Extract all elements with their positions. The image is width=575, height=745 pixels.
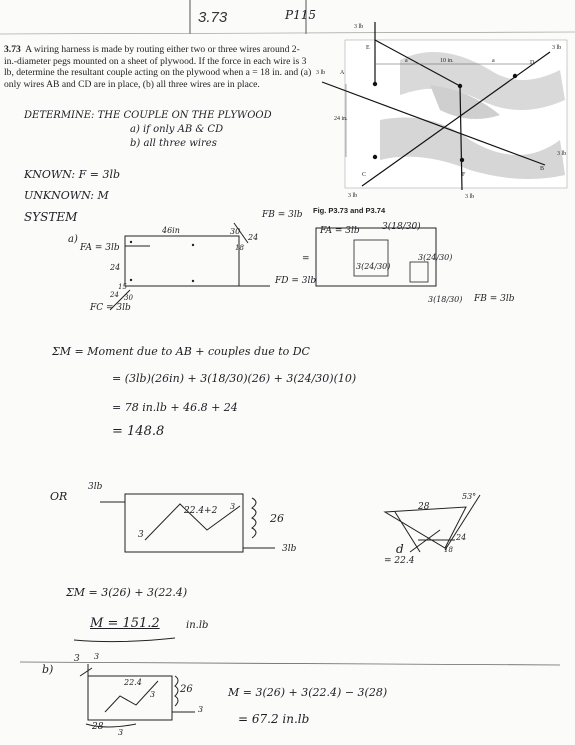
component-3: 3(24/30)	[418, 253, 453, 262]
label-A: A	[340, 70, 345, 76]
or-value-3-b: 3	[138, 530, 144, 540]
part-b-3: 3	[74, 654, 80, 664]
fb-label: FB = 3lb	[262, 210, 303, 220]
label-3lb-topright: 3 lb	[552, 45, 562, 51]
result-a: M = 151.2	[90, 616, 160, 631]
moment-equation: ΣM = Moment due to AB + couples due to DC	[52, 345, 310, 358]
component-4: 3(18/30)	[428, 295, 463, 304]
sum-equation: ΣM = 3(26) + 3(22.4)	[66, 586, 188, 599]
label-B: B	[540, 166, 545, 172]
part-b-result: = 67.2 in.lb	[238, 712, 310, 726]
moment-step-1: = (3lb)(26in) + 3(18/30)(26) + 3(24/30)(10)	[112, 372, 357, 385]
label-3lb-bottom: 3 lb	[465, 194, 475, 200]
part-b-3-e: 3	[118, 728, 124, 737]
triangle-d-value: = 22.4	[384, 556, 415, 566]
part-b-26: 26	[180, 684, 193, 695]
part-b-equation: M = 3(26) + 3(22.4) − 3(28)	[228, 686, 388, 699]
triangle-18: 18	[444, 546, 453, 554]
val-24: 24	[248, 233, 259, 242]
component-2: 3(24/30)	[356, 262, 391, 271]
problem-number: 3.73	[4, 44, 21, 55]
figure-caption: Fig. P3.73 and P3.74	[313, 206, 386, 215]
unknown-line: UNKNOWN: M	[24, 189, 109, 202]
or-label: OR	[50, 490, 68, 503]
or-value-26: 26	[270, 512, 284, 525]
label-E: E	[366, 45, 370, 51]
label-3lb-right: 3 lb	[557, 151, 567, 157]
part-b-3-c: 3	[150, 690, 156, 699]
system-a-label: a)	[68, 234, 78, 245]
part-b-statement: b) all three wires	[130, 138, 217, 149]
label-3lb-top: 3 lb	[354, 24, 364, 30]
problem-text: A wiring harness is made by routing either two or three wires around 2-in.-diameter pegs mounted on a sheet of plywood. If the force in each wire is 3 lb, determine the resultant couple acting on the plywood when a = 18 in. and (a) only wires AB and CD are in place, (b) all three wires are in place.	[4, 44, 312, 90]
fb-label-2: FB = 3lb	[474, 294, 515, 304]
fc-label: FC = 3lb	[90, 303, 131, 313]
fd-label: FD = 3lb	[275, 276, 317, 286]
or-force-label: 3lb	[88, 482, 103, 492]
part-b-224: 22.4	[124, 678, 142, 687]
page-code: P115	[285, 8, 316, 22]
part-a-statement: a) if only AB & CD	[130, 124, 224, 135]
label-10in: 10 in.	[440, 58, 454, 64]
part-b-label: b)	[42, 663, 54, 676]
part-b-3-b: 3	[94, 652, 100, 661]
or-force-label-b: 3lb	[282, 544, 297, 554]
triangle-24: 24	[456, 533, 467, 542]
val-30: 30	[230, 227, 241, 236]
triangle-d: d	[396, 542, 404, 556]
system-heading: SYSTEM	[24, 210, 78, 224]
val-30-b: 30	[124, 294, 133, 302]
val-24-c: 24	[110, 291, 119, 299]
label-24in: 24 in.	[334, 116, 348, 122]
moment-step-2: = 78 in.lb + 46.8 + 24	[112, 401, 238, 414]
or-value-3: 3	[230, 502, 236, 511]
fa-label: FA = 3lb	[80, 243, 120, 253]
part-b-3-d: 3	[198, 705, 204, 714]
label-a-1: a	[405, 58, 408, 64]
val-18: 18	[235, 244, 244, 252]
equal-sign: =	[302, 254, 310, 264]
val-15: 15	[118, 283, 127, 291]
label-D: D	[530, 60, 535, 66]
val-24-b: 24	[110, 263, 121, 272]
dim-46in: 46in	[162, 226, 180, 235]
label-a-2: a	[492, 58, 495, 64]
problem-id: 3.73	[198, 9, 228, 26]
component-1: 3(18/30)	[382, 222, 421, 232]
label-F: F	[462, 172, 466, 178]
label-3lb-bottomleft: 3 lb	[348, 193, 358, 199]
determine-line: DETERMINE: THE COUPLE ON THE PLYWOOD	[24, 110, 272, 121]
part-b-28: 28	[92, 722, 104, 732]
or-inner-value: 22.4+2	[184, 506, 218, 516]
label-C: C	[362, 172, 367, 178]
label-3lb-left: 3 lb	[316, 70, 326, 76]
fa-label-2: FA = 3lb	[320, 226, 360, 236]
known-line: KNOWN: F = 3lb	[24, 168, 121, 181]
moment-step-3: = 148.8	[112, 424, 165, 439]
triangle-28: 28	[418, 502, 430, 512]
triangle-angle: 53°	[462, 492, 477, 501]
result-a-unit: in.lb	[186, 620, 209, 631]
